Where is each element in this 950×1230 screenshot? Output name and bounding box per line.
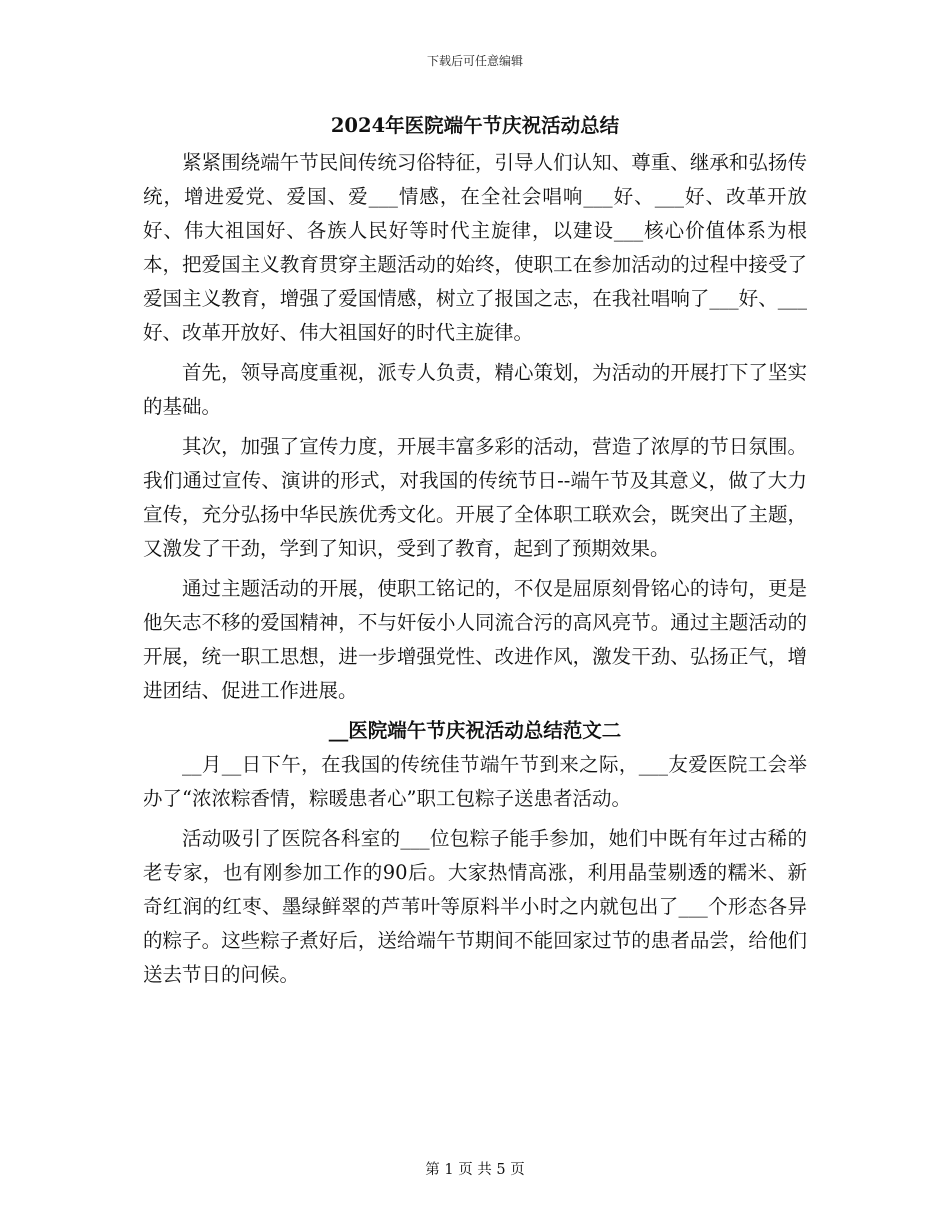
- paragraph-event-date: __月__日下午，在我国的传统佳节端午节到来之际，___友爱医院工会举办了“浓浓粽香情，粽暖患者心”职工包粽子送患者活动。: [143, 753, 807, 810]
- document-title: 2024年医院端午节庆祝活动总结: [330, 114, 620, 137]
- paragraph-event-detail: 活动吸引了医院各科室的___位包粽子能手参加，她们中既有年过古稀的老专家，也有刚参加工作的90后。大家热情高涨，利用晶莹剔透的糯米、新奇红润的红枣、墨绿鲜翠的芦苇叶等原料半小时之内就包出了___个形态各异的粽子。这些粽子煮好后，送给端午节期间不能回家过节的患者品尝，给他们送去节日的问候。: [143, 827, 807, 986]
- header-note: 下载后可任意编辑: [426, 54, 523, 68]
- paragraph-first: 首先，领导高度重视，派专人负责，精心策划，为活动的开展打下了坚实的基础。: [143, 361, 807, 418]
- paragraph-third: 通过主题活动的开展，使职工铭记的，不仅是屈原刻骨铭心的诗句，更是他矢志不移的爱国精神，不与奸佞小人同流合污的高风亮节。通过主题活动的开展，统一职工思想，进一步增强党性、改进作风，激发干劲、弘扬正气，增进团结、促进工作进展。: [143, 577, 807, 702]
- paragraph-second: 其次，加强了宣传力度，开展丰富多彩的活动，营造了浓厚的节日氛围。我们通过宣传、演讲的形式，对我国的传统节日--端午节及其意义，做了大力宣传，充分弘扬中华民族优秀文化。开展了全体职工联欢会，既突出了主题，又激发了干劲，学到了知识，受到了教育，起到了预期效果。: [143, 435, 807, 560]
- page-number: 第 1 页 共 5 页: [425, 1162, 525, 1178]
- document-body: [143, 106, 807, 998]
- paragraph-intro: 紧紧围绕端午节民间传统习俗特征，引导人们认知、尊重、继承和弘扬传统，增进爱党、爱国、爱___情感，在全社会唱响___好、___好、改革开放好、伟大祖国好、各族人民好等时代主旋律，以建设___核心价值体系为根本，把爱国主义教育贯穿主题活动的始终，使职工在参加活动的过程中接受了爱国主义教育，增强了爱国情感，树立了报国之志，在我社唱响了___好、___好、改革开放好、伟大祖国好的时代主旋律。: [143, 151, 807, 344]
- section-subtitle: __医院端午节庆祝活动总结范文二: [328, 719, 622, 742]
